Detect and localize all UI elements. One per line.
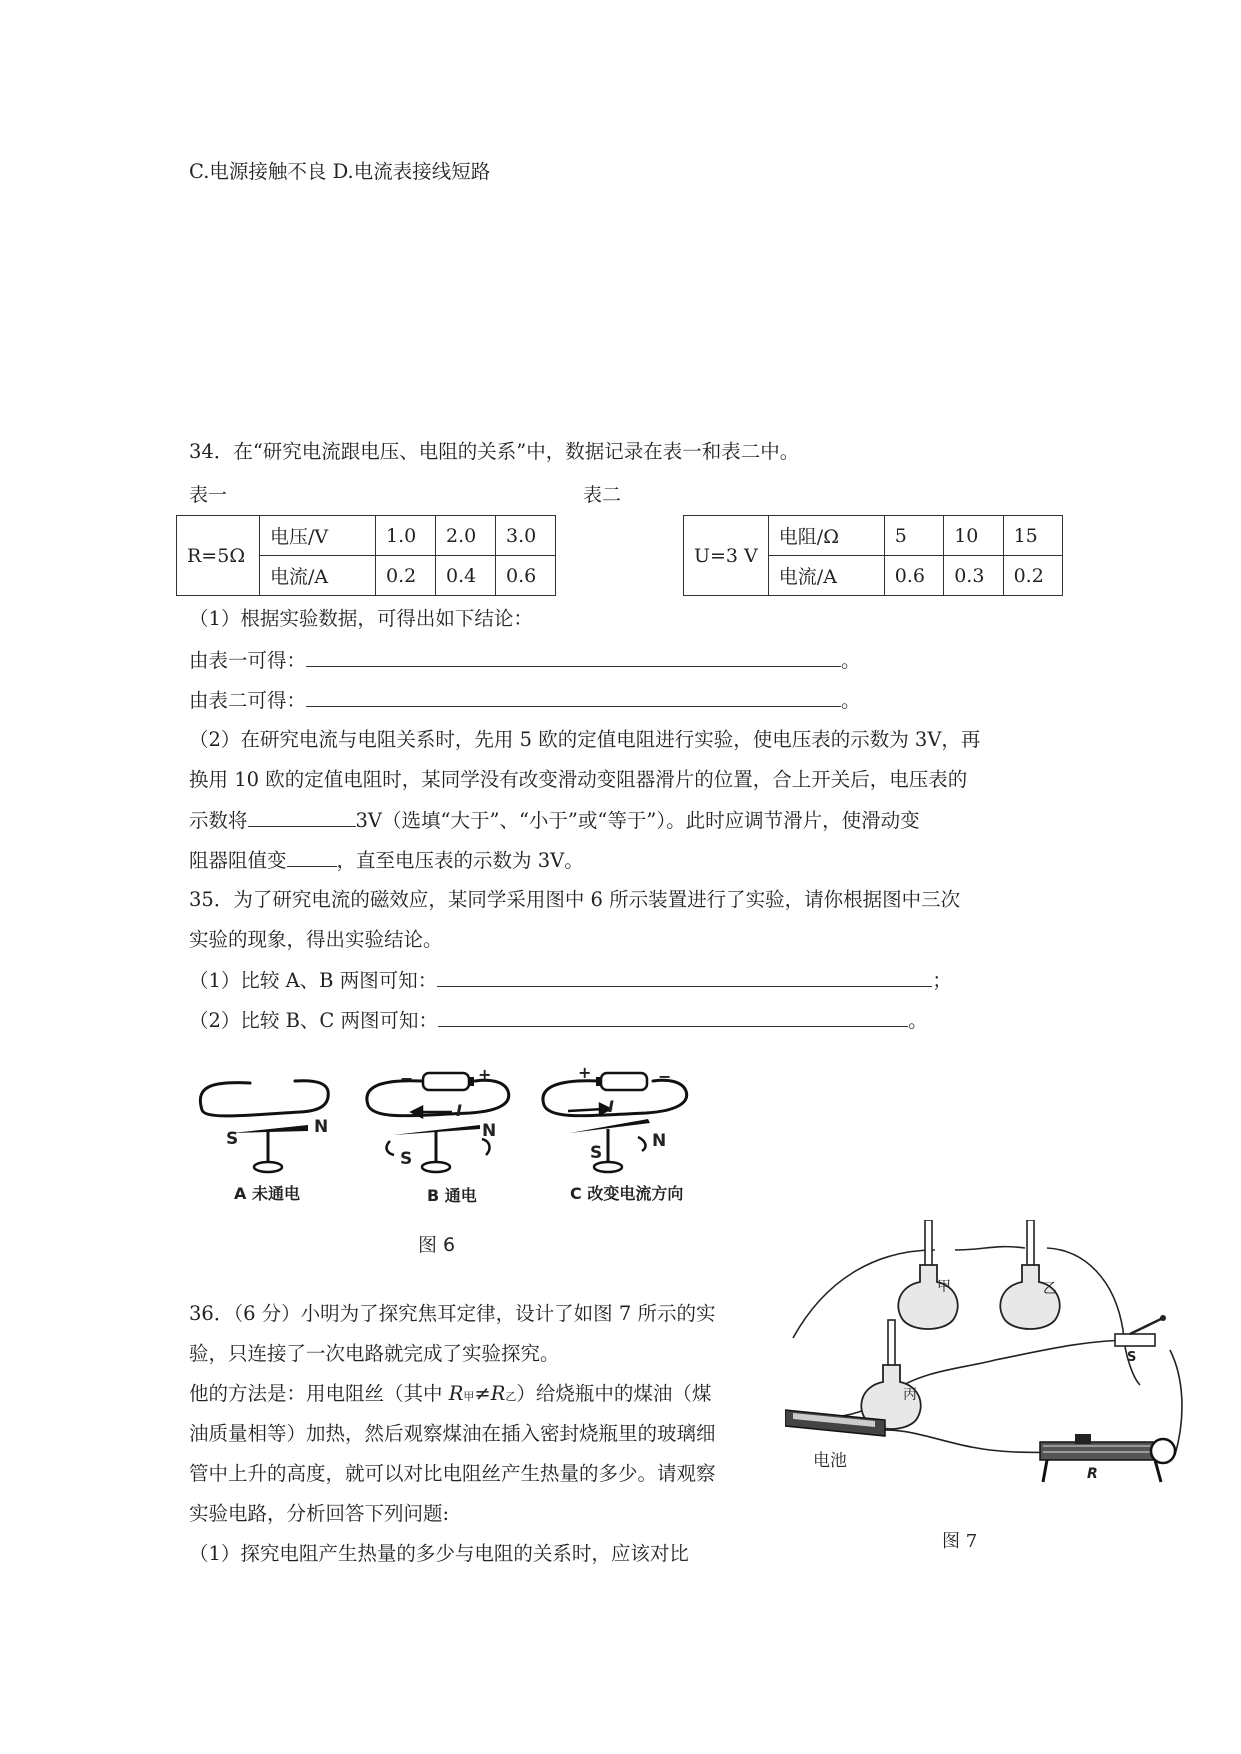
q35-text: （1）比较 A、B 两图可知：: [189, 969, 438, 992]
not-equal: ≠: [474, 1382, 491, 1405]
q34-part2-line3: [189, 806, 920, 835]
q34-part2-line2: 换用 10 欧的定值电阻时，某同学没有改变滑动变阻器滑片的位置，合上开关后，电压表的: [189, 768, 968, 791]
table2-cell: 0.3: [944, 556, 1003, 596]
table2-condition: U=3 V: [684, 516, 769, 596]
q34-part1: （1）根据实验数据，可得出如下结论：: [189, 607, 533, 630]
table1-voltage-label: 电压/V: [260, 516, 376, 556]
q34-part2-line1: （2）在研究电流与电阻关系时，先用 5 欧的定值电阻进行实验，使电压表的示数为 3V，再: [189, 728, 981, 751]
figure-6: [190, 1065, 730, 1215]
q34-table1-label: 由表一可得：: [189, 649, 307, 672]
figure-7-drawing: [785, 1220, 1195, 1520]
q34-text: 阻器阻值变: [189, 849, 287, 872]
table1-condition: R=5Ω: [177, 516, 260, 596]
table2-current-label: 电流/A: [768, 556, 884, 596]
flask-jia: [898, 1220, 957, 1329]
q35-text: （2）比较 B、C 两图可知：: [189, 1009, 439, 1032]
table1-current-label: 电流/A: [260, 556, 376, 596]
plus-c: +: [578, 1063, 592, 1082]
resistance-symbol: R: [490, 1382, 506, 1405]
q35-line2: 实验的现象，得出实验结论。: [189, 928, 443, 951]
table-1: [176, 515, 556, 596]
q34-text: 3V（选填“大于”、“小于”或“等于”）。此时应调节滑片，使滑动变: [355, 809, 920, 832]
table2-cell: 5: [884, 516, 943, 556]
battery-c: [596, 1073, 647, 1090]
period: 。: [841, 649, 861, 672]
wire-loop-a: [200, 1081, 328, 1116]
table-2: [683, 515, 1063, 596]
semicolon: ；: [932, 969, 952, 992]
compass-needle-a: [232, 1125, 308, 1172]
answer-blank[interactable]: [306, 646, 841, 667]
q34-table2-label: 由表二可得：: [189, 689, 307, 712]
panel-c-label: C 改变电流方向: [570, 1184, 684, 1203]
table1-cell: 0.6: [496, 556, 556, 596]
flask-jia-label: 甲: [937, 1279, 951, 1295]
q34-text: 示数将: [189, 809, 248, 832]
table1-cell: 3.0: [496, 516, 556, 556]
q36-line4: 油质量相等）加热，然后观察煤油在插入密封烧瓶里的玻璃细: [189, 1422, 716, 1445]
pole-n-b: N: [482, 1121, 497, 1141]
pole-s-c: S: [590, 1143, 603, 1163]
rheostat: [1040, 1434, 1175, 1482]
q34-text: ，直至电压表的示数为 3V。: [336, 849, 584, 872]
table2-cell: 0.2: [1003, 556, 1062, 596]
table2-cell: 15: [1003, 516, 1062, 556]
table1-caption: 表一: [189, 484, 228, 506]
q34-table1-conclusion: [189, 646, 861, 675]
subscript-yi: 乙: [505, 1390, 517, 1403]
rotation-arrow-icon: [638, 1137, 645, 1151]
table2-caption: 表二: [583, 484, 622, 506]
panel-b-label: B 通电: [427, 1186, 477, 1205]
current-arrow-c: [568, 1109, 604, 1111]
flask-bing: [861, 1320, 920, 1429]
answer-blank[interactable]: [287, 846, 337, 867]
plus-b: +: [478, 1065, 492, 1084]
table2-cell: 0.6: [884, 556, 943, 596]
q33-options: C.电源接触不良 D.电流表接线短路: [189, 160, 491, 183]
flask-bing-label: 丙: [903, 1387, 917, 1403]
q36-line5: 管中上升的高度，就可以对比电阻丝产生热量的多少。请观察: [189, 1462, 716, 1485]
q34-part2-line4: [189, 846, 584, 875]
compass-needle-c: [570, 1119, 650, 1172]
q36-line7: （1）探究电阻产生热量的多少与电阻的关系时，应该对比: [189, 1542, 689, 1565]
battery-b: [423, 1073, 474, 1090]
pole-s-a: S: [226, 1129, 239, 1149]
figure-6-caption: 图 6: [418, 1234, 456, 1256]
q36-line2: 验，只连接了一次电路就完成了实验探究。: [189, 1342, 560, 1365]
rotation-arrow-icon: [387, 1141, 394, 1155]
minus-b: −: [400, 1069, 414, 1088]
answer-blank[interactable]: [306, 686, 841, 707]
pole-s-b: S: [400, 1149, 413, 1169]
flask-yi-label: 乙: [1043, 1281, 1057, 1297]
panel-a-label: A 未通电: [234, 1184, 300, 1203]
q36-text: 他的方法是：用电阻丝（其中: [189, 1382, 449, 1405]
current-label-b: I: [456, 1101, 462, 1120]
pole-n-c: N: [652, 1131, 667, 1151]
flask-yi: [1000, 1220, 1059, 1329]
table1-cell: 0.4: [436, 556, 496, 596]
q35-part2: [189, 1006, 928, 1035]
rheostat-label: R: [1087, 1466, 1098, 1482]
wire: [955, 1247, 1025, 1250]
answer-blank[interactable]: [248, 806, 356, 827]
q35-line1: 35．为了研究电流的磁效应，某同学采用图中 6 所示装置进行了实验，请你根据图中三次: [189, 888, 961, 911]
answer-blank[interactable]: [437, 966, 932, 987]
q35-part1: [189, 966, 952, 995]
table2-cell: 10: [944, 516, 1003, 556]
answer-blank[interactable]: [438, 1006, 908, 1027]
minus-c: −: [658, 1067, 672, 1086]
period: 。: [841, 689, 861, 712]
subscript-jia: 甲: [463, 1390, 475, 1403]
rotation-arrow-icon: [482, 1139, 489, 1155]
table2-resistance-label: 电阻/Ω: [768, 516, 884, 556]
table1-cell: 2.0: [436, 516, 496, 556]
q36-line1: 36．（6 分）小明为了探究焦耳定律，设计了如图 7 所示的实: [189, 1302, 716, 1325]
q34-stem: 34．在“研究电流跟电压、电阻的关系”中，数据记录在表一和表二中。: [189, 440, 800, 463]
pole-n-a: N: [314, 1117, 329, 1137]
period: 。: [908, 1009, 928, 1032]
q36-line6: 实验电路，分析回答下列问题:: [189, 1502, 450, 1525]
q34-table2-conclusion: [189, 686, 861, 715]
battery-label: 电池: [813, 1451, 847, 1471]
q36-text: ）给烧瓶中的煤油（煤: [516, 1382, 712, 1405]
wire: [1170, 1350, 1182, 1455]
q36-line3: [189, 1380, 711, 1411]
switch-label: S: [1127, 1350, 1137, 1365]
table1-cell: 0.2: [376, 556, 436, 596]
current-label-c: I: [608, 1097, 614, 1116]
figure-7-caption: 图 7: [942, 1531, 978, 1552]
resistance-symbol: R: [448, 1382, 464, 1405]
table1-cell: 1.0: [376, 516, 436, 556]
figure-7: [785, 1220, 1195, 1520]
